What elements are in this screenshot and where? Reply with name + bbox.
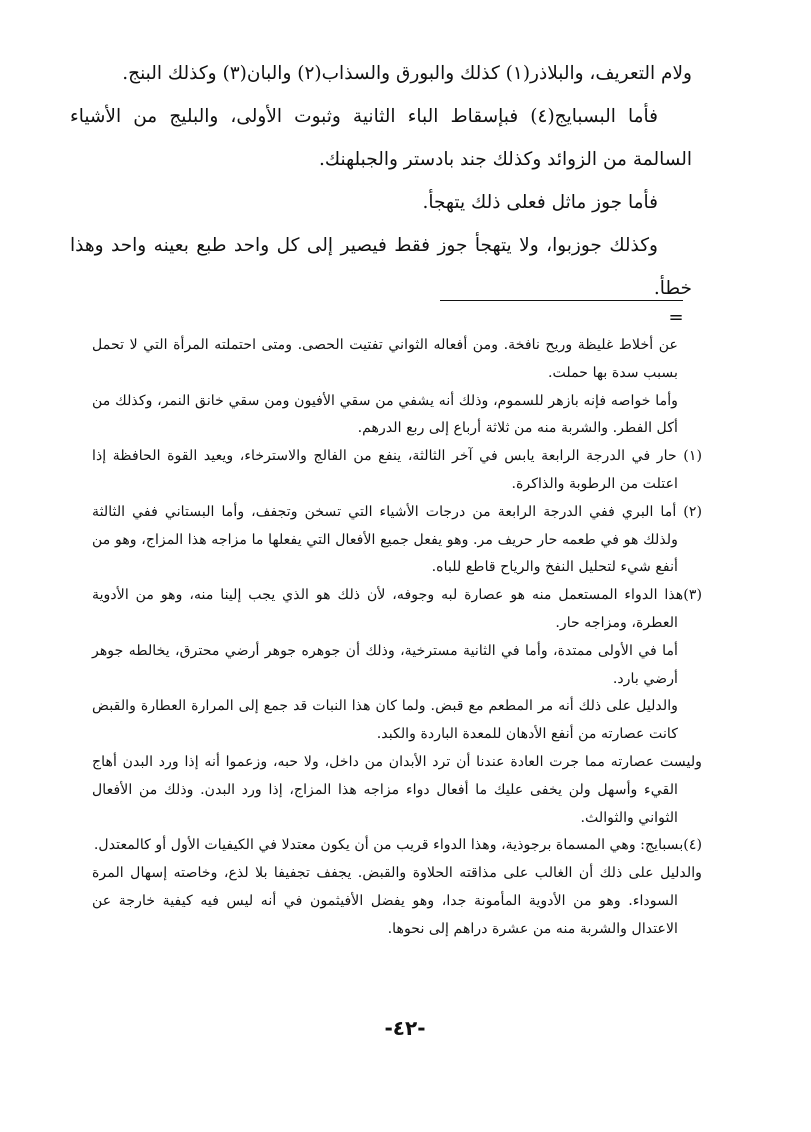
footnote-1: (١) حار في الدرجة الرابعة يابس في آخر الثالثة، ينفع من الفالج والاسترخاء، ويعيد القوة الحافظة إذا اعتلت من الرطوبة والذاكرة. <box>92 448 702 492</box>
footnote-paragraph: عن أخلاط غليظة وريح نافخة. ومن أفعاله الثواني تفتيت الحصى. ومتى احتملته المرأة التي لا تحمل بسبب سدة بها حملت. <box>92 337 678 381</box>
main-paragraph: فأما البسبايج(٤) فبإسقاط الباء الثانية وثبوت الأولى، والبليج من الأشياء السالمة من الزوائد وكذلك جند بادستر والجبلهنك. <box>70 106 692 170</box>
footnote-paragraph: والدليل على ذلك أن الغالب على مذاقته الحلاوة والقبض. يجفف تجفيفا بلا لذع، وخاصته إسهال المرة السوداء. وهو من الأدوية المأمونة جدا، وهو يفضل الأفيثمون في أنه ليس فيه كيفية خارجة عن الاعتدال والشربة منه من عشرة دراهم إلى نحوها. <box>92 865 702 937</box>
footnote-paragraph: والدليل على ذلك أنه مر المطعم مع قبض. ولما كان هذا النبات قد جمع إلى المرارة العطارة والقبض كانت عصارته من أنفع الأدهان للمعدة الباردة والكبد. <box>92 698 678 743</box>
footnote-4: (٤)بسبايج: وهي المسماة برجوذية، وهذا الدواء قريب من أن يكون معتدلا في الكيفيات الأول أو كالمعتدل. <box>93 837 702 854</box>
page-number: -٤٢- <box>384 1016 426 1040</box>
footnote-paragraph: أما في الأولى ممتدة، وأما في الثانية مسترخية، وذلك أن جوهره جوهر أرضي محترق، يخالطه جوهر أرضي بارد. <box>92 642 678 687</box>
main-paragraph: ولام التعريف، والبلاذر(١) كذلك والبورق والسذاب(٢) والبان(٣) وكذلك البنج. <box>122 63 692 84</box>
footnote-paragraph: وليست عصارته مما جرت العادة عندنا أن ترد الأبدان من داخل، ولا حبه، وزعموا أنه إذا ورد البدن أهاج القيء وأسهل ولن يخفى عليك ما أفعال دواء مزاجه هذا المزاج، إذا ورد البدن. وذلك من الأفعال الثواني والثوالث. <box>92 753 702 826</box>
footnotes <box>92 332 702 944</box>
footnote-3: (٣)هذا الدواء المستعمل منه هو عصارة لبه وجوفه، لأن ذلك هو الذي يجب إلينا منه، وهو من الأدوية العطرة، ومزاجه حار. <box>92 587 702 631</box>
main-paragraph: فأما جوز ماثل فعلى ذلك يتهجأ. <box>422 192 658 213</box>
footnote-2: (٢) أما البري ففي الدرجة الرابعة من درجات الأشياء التي تسخن وتجفف، وأما البستاني ففي الثالثة ولذلك هو في طعمه حار حريف مر. وهو يفعل جميع الأفعال التي يفعلها ما مزاجه هذا المزاج، وهو من أنفع شيء لتحليل النفخ والرياح قاطع للباه. <box>92 503 702 576</box>
footnote-paragraph: وأما خواصه فإنه بازهر للسموم، وذلك أنه يشفي من سقي الأفيون ومن سقي خانق النمر، وكذلك من أكل الفطر. والشربة منه من ثلاثة أرباع إلى ربع الدرهم. <box>92 392 678 437</box>
footnote-separator <box>440 300 683 301</box>
main-paragraph: وكذلك جوزبوا، ولا يتهجأ جوز فقط فيصير إلى كل واحد طبع بعينه واحد وهذا خطأ. <box>70 235 692 299</box>
main-text <box>70 52 692 310</box>
footnote-continuation-mark: = <box>668 307 684 328</box>
